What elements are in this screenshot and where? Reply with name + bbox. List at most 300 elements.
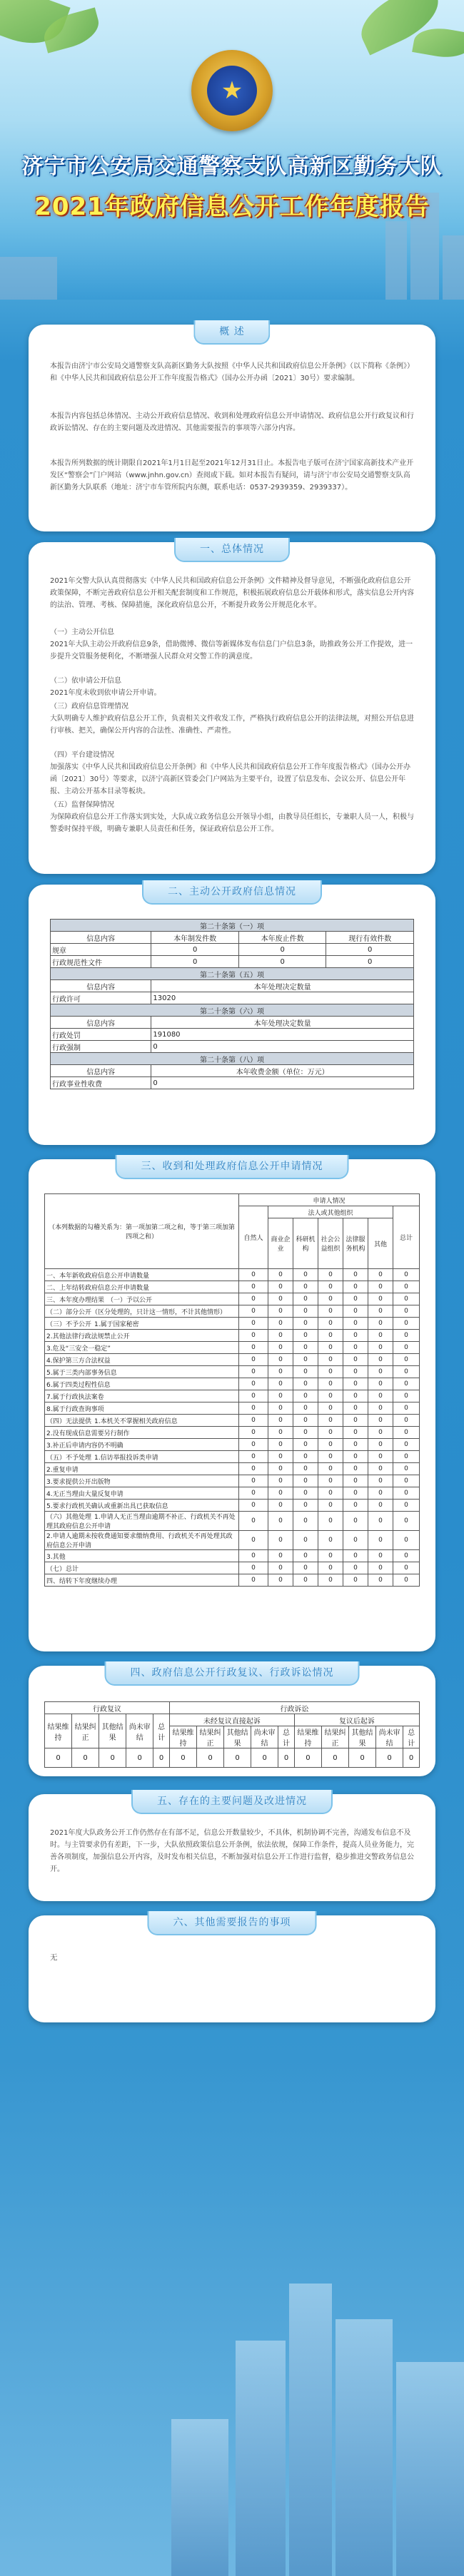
table-cell: 0 <box>368 1269 393 1281</box>
table-header: 尚未审结 <box>251 1726 278 1748</box>
table-header: 科研机构 <box>293 1218 318 1269</box>
general-paragraph: 为保障政府信息公开工作落实到实处，大队成立政务信息公开领导小组，由教导员任组长，专兼职人员一人，积极与警委时保持平级，明确专兼职人员责任和任务，保证政府信息公开工作。 <box>50 813 414 833</box>
table-row-label <box>45 1451 239 1463</box>
review-card <box>29 1666 435 1776</box>
overview-card <box>29 325 435 531</box>
table-cell: 0 <box>126 1748 153 1768</box>
table-cell: 0 <box>368 1342 393 1354</box>
table-header: 其他结果 <box>224 1726 251 1748</box>
table-cell: 13020 <box>151 992 414 1004</box>
table-cell: 0 <box>293 1318 318 1330</box>
table-cell: 0 <box>343 1318 368 1330</box>
table-cell: 0 <box>343 1281 368 1293</box>
table-row <box>45 1390 420 1402</box>
table-header: 结果维持 <box>45 1714 72 1748</box>
row-label-part: 2.重复申请 <box>46 1466 79 1474</box>
table-row <box>45 1415 420 1427</box>
building <box>236 2341 286 2576</box>
table-cell: 0 <box>393 1463 420 1475</box>
table-cell: 0 <box>318 1415 343 1427</box>
table-cell: 0 <box>197 1748 224 1768</box>
table-cell: 0 <box>238 944 326 956</box>
table-cell: 0 <box>151 1041 414 1053</box>
table-header: 未经复议直接起诉 <box>169 1714 294 1726</box>
table-cell: 0 <box>318 1342 343 1354</box>
city-skyline <box>0 257 57 300</box>
table-header: 商业企业 <box>268 1218 293 1269</box>
table-cell: 0 <box>368 1330 393 1342</box>
table-row <box>45 1531 420 1550</box>
table-cell: 0 <box>393 1439 420 1451</box>
table-section-title: 第二十条第（八）项 <box>51 1053 414 1065</box>
table-cell: 0 <box>293 1463 318 1475</box>
table-header: 结果维持 <box>169 1726 196 1748</box>
table-cell: 0 <box>318 1487 343 1500</box>
table-cell: 0 <box>343 1562 368 1574</box>
table-cell: 0 <box>224 1748 251 1768</box>
table-cell: 0 <box>343 1293 368 1305</box>
table-cell: 0 <box>239 1402 268 1415</box>
table-cell: 0 <box>343 1512 368 1531</box>
table-cell: 0 <box>318 1366 343 1378</box>
table-header: 信息内容 <box>51 1065 151 1077</box>
table-cell: 0 <box>239 1550 268 1562</box>
overview-heading: 概 述 <box>193 320 270 345</box>
table-header: 总计 <box>153 1714 170 1748</box>
table-cell: 0 <box>151 1077 414 1089</box>
table-cell: 0 <box>318 1550 343 1562</box>
table-cell: 0 <box>153 1748 170 1768</box>
table-cell: 0 <box>293 1402 318 1415</box>
building <box>336 2319 393 2576</box>
table-cell: 0 <box>268 1415 293 1427</box>
table-cell: 0 <box>239 1390 268 1402</box>
table-cell: 0 <box>368 1402 393 1415</box>
table-cell: 0 <box>343 1330 368 1342</box>
row-label-part: 2.没有现成信息需要另行制作 <box>46 1430 130 1437</box>
table-cell: 0 <box>368 1562 393 1574</box>
table-cell: 0 <box>343 1439 368 1451</box>
proactive-card <box>29 885 435 1145</box>
table-row-label <box>45 1475 239 1487</box>
table-row <box>45 1427 420 1439</box>
table-cell: 0 <box>239 1281 268 1293</box>
table-header: 其他结果 <box>99 1714 126 1748</box>
row-label-part: 3.要求提供公开出版物 <box>46 1478 111 1486</box>
table-cell: 0 <box>393 1402 420 1415</box>
row-label-part: （七）总计 <box>46 1565 79 1573</box>
general-subheading: （一）主动公开信息 <box>50 628 114 636</box>
overview-paragraph: 本报告由济宁市公安局交通警察支队高新区勤务大队按照《中华人民共和国政府信息公开条例》（以下简称《条例》）和《中华人民共和国政府信息公开工作年度报告格式》（国办公开办函〔2021〕30号）要求编制。 <box>50 362 414 382</box>
table-row-label <box>45 1366 239 1378</box>
table-row-label <box>45 1281 239 1293</box>
table-cell: 0 <box>318 1512 343 1531</box>
table-cell: 规章 <box>51 944 151 956</box>
table-row <box>45 1463 420 1475</box>
table-header: 本年处理决定数量 <box>151 1017 414 1029</box>
row-label-part: 2.申请人逾期未按收费通知要求缴纳费用、行政机关不再处理其政府信息公开申请 <box>46 1533 233 1549</box>
table-cell: 0 <box>268 1550 293 1562</box>
table-cell: 0 <box>368 1415 393 1427</box>
table-cell: 0 <box>239 1378 268 1390</box>
table-cell: 0 <box>393 1354 420 1366</box>
table-header: 结果纠正 <box>321 1726 348 1748</box>
table-row-label <box>45 1318 239 1330</box>
table-cell: 0 <box>268 1562 293 1574</box>
table-cell: 0 <box>393 1415 420 1427</box>
table-cell: 191080 <box>151 1029 414 1041</box>
table-cell: 0 <box>318 1427 343 1439</box>
table-header: 信息内容 <box>51 980 151 992</box>
table-cell: 0 <box>393 1574 420 1587</box>
row-label-part: 4.保护第三方合法权益 <box>46 1357 111 1365</box>
other-heading: 六、其他需要报告的事项 <box>148 1911 317 1935</box>
table-row <box>45 1269 420 1281</box>
table-cell: 0 <box>318 1293 343 1305</box>
table-cell: 0 <box>393 1366 420 1378</box>
table-cell: 0 <box>393 1378 420 1390</box>
general-paragraph: 加强落实《中华人民共和国政府信息公开条例》和《中华人民共和国政府信息公开工作年度报告格式》（国办公开办函〔2021〕30号）等要求，以济宁高新区管委会门户网站为主要平台，设置了信息发布、会议公开、信息公开年报、主动公开基本目录等板块。 <box>50 763 410 795</box>
table-cell: 0 <box>326 944 414 956</box>
review-table <box>44 1701 420 1768</box>
table-row <box>45 1354 420 1366</box>
table-cell: 0 <box>393 1293 420 1305</box>
table-cell: 0 <box>318 1463 343 1475</box>
table-cell: 0 <box>343 1427 368 1439</box>
building <box>171 2419 228 2576</box>
table-cell: 0 <box>239 1415 268 1427</box>
city-photo-decoration <box>0 2269 464 2576</box>
general-heading: 一、总体情况 <box>174 538 290 562</box>
table-cell: 行政规范性文件 <box>51 956 151 968</box>
row-label-part: 1.信访举报投诉类申请 <box>94 1454 158 1462</box>
table-cell: 0 <box>368 1439 393 1451</box>
table-row-label <box>45 1463 239 1475</box>
table-row-label <box>45 1330 239 1342</box>
table-cell: 0 <box>368 1512 393 1531</box>
table-row <box>45 1451 420 1463</box>
row-label-part: 1.属于国家秘密 <box>94 1320 139 1328</box>
table-cell: 0 <box>343 1550 368 1562</box>
table-cell: 0 <box>368 1550 393 1562</box>
table-cell: 0 <box>293 1330 318 1342</box>
table-row-label <box>45 1402 239 1415</box>
table-cell: 0 <box>393 1330 420 1342</box>
table-cell: 0 <box>368 1531 393 1550</box>
table-cell: 0 <box>293 1390 318 1402</box>
general-paragraph: 2021年度未收到依申请公开申请。 <box>50 689 161 697</box>
overview-paragraph: 本报告所列数据的统计期限自2021年1月1日起至2021年12月31日止。本报告电子版可在济宁国家高新技术产业开发区“警察会”门户网站（www.jnhn.gov.cn）查阅或下载。如对本报告有疑问，请与济宁市公安局交通警察支队高新区勤务大队联系（地址：济宁市车管所院内东侧，联系电话：0537-2939359、2939337）。 <box>50 459 414 492</box>
table-cell: 0 <box>343 1390 368 1402</box>
table-cell: 行政事业性收费 <box>51 1077 151 1089</box>
row-label-part: 2.其他法律行政法规禁止公开 <box>46 1333 130 1340</box>
table-cell: 0 <box>318 1574 343 1587</box>
general-paragraph: 2021年大队主动公开政府信息9条，借助微博、微信等新媒体发布信息门户信息3条，助推政务公开工作提效，进一步提升交管服务便利化，不断增强人民群众对交警工作的满意度。 <box>50 641 413 661</box>
table-cell: 行政许可 <box>51 992 151 1004</box>
problems-heading: 五、存在的主要问题及改进情况 <box>131 1790 333 1814</box>
table-row <box>45 1330 420 1342</box>
other-card <box>29 1915 435 2022</box>
table-header: 尚未审结 <box>126 1714 153 1748</box>
table-cell: 0 <box>343 1500 368 1512</box>
table-cell: 0 <box>368 1378 393 1390</box>
table-header: 结果维持 <box>294 1726 321 1748</box>
table-header: 法人或其他组织 <box>268 1206 393 1218</box>
table-cell: 0 <box>368 1354 393 1366</box>
table-cell: 0 <box>268 1500 293 1512</box>
table-cell: 0 <box>376 1748 403 1768</box>
table-cell: 0 <box>293 1500 318 1512</box>
table-cell: 0 <box>169 1748 196 1768</box>
table-cell: 0 <box>343 1269 368 1281</box>
table-cell: 0 <box>393 1318 420 1330</box>
table-cell: 0 <box>318 1402 343 1415</box>
table-row <box>45 1512 420 1531</box>
table-cell: 行政处罚 <box>51 1029 151 1041</box>
table-header: 尚未审结 <box>376 1726 403 1748</box>
table-cell: 0 <box>268 1354 293 1366</box>
table-cell: 0 <box>239 1305 268 1318</box>
table-cell: 0 <box>393 1342 420 1354</box>
table-cell: 0 <box>318 1562 343 1574</box>
table-cell: 0 <box>318 1378 343 1390</box>
table-row-label <box>45 1378 239 1390</box>
row-label-part: （三）不予公开 <box>46 1320 92 1328</box>
table-header: 总计 <box>278 1726 295 1748</box>
table-cell: 0 <box>393 1305 420 1318</box>
table-cell: 0 <box>393 1281 420 1293</box>
row-label-part: 一、本年新收政府信息公开申请数量 <box>46 1272 150 1280</box>
table-row-label <box>45 1531 239 1550</box>
table-header: 本年收费金额（单位：万元） <box>151 1065 414 1077</box>
table-cell: 0 <box>239 1562 268 1574</box>
table-row <box>45 1293 420 1305</box>
city-skyline <box>443 235 464 300</box>
table-cell: 0 <box>293 1562 318 1574</box>
row-label-part: 1.申请人无正当理由逾期不补正、行政机关不再处理其政府信息公开申请 <box>46 1514 236 1530</box>
table-row <box>45 1281 420 1293</box>
table-cell: 0 <box>268 1281 293 1293</box>
row-label-part: 3.危及“三安全一稳定” <box>46 1345 111 1353</box>
row-label-part: 3.其他 <box>46 1553 66 1561</box>
table-cell: 0 <box>293 1415 318 1427</box>
table-header: 行政复议 <box>45 1702 170 1714</box>
table-cell: 0 <box>268 1439 293 1451</box>
applications-heading: 三、收到和处理政府信息公开申请情况 <box>116 1155 349 1179</box>
table-cell: 0 <box>268 1269 293 1281</box>
table-cell: 0 <box>268 1293 293 1305</box>
table-cell: 0 <box>239 1342 268 1354</box>
table-section-title: 第二十条第（五）项 <box>51 968 414 980</box>
row-label-part: 5.要求行政机关确认或重新出具已获取信息 <box>46 1502 168 1510</box>
table-cell: 0 <box>268 1402 293 1415</box>
table-cell: 0 <box>343 1354 368 1366</box>
table-cell: 0 <box>318 1305 343 1318</box>
table-cell: 0 <box>343 1487 368 1500</box>
building <box>289 2284 332 2576</box>
table-cell: 0 <box>239 1463 268 1475</box>
applications-card <box>29 1159 435 1651</box>
table-cell: 0 <box>349 1748 376 1768</box>
proactive-heading: 二、主动公开政府信息情况 <box>142 880 322 905</box>
table-cell: 0 <box>343 1366 368 1378</box>
review-heading: 四、政府信息公开行政复议、行政诉讼情况 <box>105 1661 360 1686</box>
table-cell: 0 <box>343 1342 368 1354</box>
table-cell: 0 <box>293 1427 318 1439</box>
table-cell: 0 <box>239 1269 268 1281</box>
table-cell: 0 <box>239 1500 268 1512</box>
table-cell: 0 <box>368 1487 393 1500</box>
table-cell: 0 <box>343 1415 368 1427</box>
table-cell: 0 <box>318 1439 343 1451</box>
table-cell: 0 <box>72 1748 99 1768</box>
table-cell: 0 <box>343 1378 368 1390</box>
table-row-label <box>45 1512 239 1531</box>
table-cell: 0 <box>239 1439 268 1451</box>
table-cell: 0 <box>268 1475 293 1487</box>
table-cell: 0 <box>393 1451 420 1463</box>
table-cell: 0 <box>251 1748 278 1768</box>
table-row-label <box>45 1550 239 1562</box>
table-header: 申请人情况 <box>239 1194 420 1206</box>
general-paragraph: 大队明确专人维护政府信息公开工作，负责相关文件收发工作，严格执行政府信息公开的法律法规，对照公开信息进行审核、把关，确保公开内容的合法性、准确性、严肃性。 <box>50 715 414 735</box>
table-cell: 0 <box>239 1354 268 1366</box>
table-cell: 0 <box>368 1366 393 1378</box>
row-label-part: （四）无法提供 <box>46 1417 92 1425</box>
table-row-label <box>45 1574 239 1587</box>
table-cell: 0 <box>293 1439 318 1451</box>
table-cell: 0 <box>268 1574 293 1587</box>
table-cell: 0 <box>268 1318 293 1330</box>
table-cell: 行政强制 <box>51 1041 151 1053</box>
row-label-part: 三、本年度办理结果 <box>46 1296 105 1304</box>
table-cell: 0 <box>318 1281 343 1293</box>
table-section-title: 第二十条第（一）项 <box>51 920 414 932</box>
table-cell: 0 <box>293 1354 318 1366</box>
table-cell: 0 <box>293 1512 318 1531</box>
table-cell: 0 <box>343 1402 368 1415</box>
table-cell: 0 <box>343 1574 368 1587</box>
problems-card <box>29 1794 435 1901</box>
table-cell: 0 <box>368 1475 393 1487</box>
row-label-part: 6.属于四类过程性信息 <box>46 1381 111 1389</box>
table-header: 自然人 <box>239 1206 268 1269</box>
table-row-label <box>45 1305 239 1318</box>
row-label-part: （六）其他处理 <box>46 1514 92 1521</box>
table-cell: 0 <box>268 1531 293 1550</box>
table-cell: 0 <box>293 1269 318 1281</box>
table-row <box>45 1574 420 1587</box>
page-title: 济宁市公安局交通警察支队高新区勤务大队 <box>21 154 443 179</box>
table-cell: 0 <box>368 1427 393 1439</box>
table-row <box>45 1318 420 1330</box>
table-cell: 0 <box>151 944 239 956</box>
row-label-part: 二、上年结转政府信息公开申请数量 <box>46 1284 150 1292</box>
other-paragraph: 无 <box>50 1953 58 1962</box>
table-cell: 0 <box>293 1366 318 1378</box>
table-row <box>45 1378 420 1390</box>
proactive-table <box>50 919 414 1089</box>
table-header: 本年废止件数 <box>238 932 326 944</box>
general-subheading: （五）监督保障情况 <box>50 801 114 809</box>
table-cell: 0 <box>293 1342 318 1354</box>
city-skyline <box>385 221 407 300</box>
table-cell: 0 <box>239 1451 268 1463</box>
table-row-label <box>45 1439 239 1451</box>
table-cell: 0 <box>268 1330 293 1342</box>
table-cell: 0 <box>318 1500 343 1512</box>
table-cell: 0 <box>293 1574 318 1587</box>
table-cell: 0 <box>293 1487 318 1500</box>
table-cell: 0 <box>45 1748 72 1768</box>
table-cell: 0 <box>268 1390 293 1402</box>
table-cell: 0 <box>268 1463 293 1475</box>
table-cell: 0 <box>239 1574 268 1587</box>
table-cell: 0 <box>293 1378 318 1390</box>
table-section-title: 第二十条第（六）项 <box>51 1004 414 1017</box>
table-header: 其他 <box>368 1218 393 1269</box>
row-label-part: 8.属于行政查询事项 <box>46 1405 104 1413</box>
table-cell: 0 <box>343 1531 368 1550</box>
table-row <box>45 1487 420 1500</box>
table-cell: 0 <box>318 1330 343 1342</box>
table-cell: 0 <box>293 1451 318 1463</box>
table-row-label <box>45 1562 239 1574</box>
row-label-part: 四、结转下年度继续办理 <box>46 1577 118 1585</box>
table-cell: 0 <box>268 1487 293 1500</box>
table-cell: 0 <box>368 1293 393 1305</box>
table-cell: 0 <box>268 1342 293 1354</box>
table-cell: 0 <box>278 1748 295 1768</box>
table-row <box>45 1305 420 1318</box>
table-row-label <box>45 1354 239 1366</box>
row-label-part: （五）不予处理 <box>46 1454 92 1462</box>
table-cell: 0 <box>393 1562 420 1574</box>
table-row-label <box>45 1500 239 1512</box>
table-cell: 0 <box>239 1427 268 1439</box>
problems-paragraph: 2021年度大队政务公开工作仍然存在有部不足，信息公开数量较少，不具体，机制协调不完善，沟通发布信息不及时。与主管要求仍有差距，下一步，大队依照政策信息公开条例，依法依规，保障工作条件，提高人员业务能力，完善各项制度，加强信息公开内容，及时发布相关信息，不断加强对信息公开工作进行监督，稳步推进交警政务信息公开。 <box>50 1829 414 1873</box>
table-header: 复议后起诉 <box>294 1714 419 1726</box>
table-cell: 0 <box>318 1451 343 1463</box>
row-label-part: 3.补正后申请内容仍不明确 <box>46 1442 123 1450</box>
table-cell: 0 <box>268 1512 293 1531</box>
table-cell: 0 <box>151 956 239 968</box>
table-header: 行政诉讼 <box>169 1702 419 1714</box>
table-cell: 0 <box>368 1305 393 1318</box>
table-header: 社会公益组织 <box>318 1218 343 1269</box>
row-label-part: 4.无正当理由大量反复申请 <box>46 1490 123 1498</box>
table-row <box>45 1402 420 1415</box>
table-cell: 0 <box>343 1475 368 1487</box>
table-cell: 0 <box>318 1475 343 1487</box>
general-intro: 2021年交警大队认真贯彻落实《中华人民共和国政府信息公开条例》文件精神及督导意见，不断强化政府信息公开政策保障，不断完善政府信息公开相关配套制度和工作规范，积极拓展政府信息公开载体和形式，落实信息公开内容的法治、管理、考核、保障措施，深化政府信息公开，不断提升政务公开规范化水平。 <box>50 577 414 609</box>
table-cell: 0 <box>393 1427 420 1439</box>
table-cell: 0 <box>239 1475 268 1487</box>
table-cell: 0 <box>393 1550 420 1562</box>
header-banner <box>0 0 464 300</box>
table-cell: 0 <box>343 1463 368 1475</box>
table-cell: 0 <box>239 1487 268 1500</box>
table-cell: 0 <box>343 1451 368 1463</box>
table-header: 信息内容 <box>51 1017 151 1029</box>
table-cell: 0 <box>293 1305 318 1318</box>
applications-table <box>44 1193 420 1587</box>
building <box>396 2362 464 2576</box>
table-cell: 0 <box>293 1475 318 1487</box>
general-subheading: （三）政府信息管理情况 <box>50 703 128 711</box>
table-cell: 0 <box>293 1550 318 1562</box>
table-cell: 0 <box>393 1487 420 1500</box>
